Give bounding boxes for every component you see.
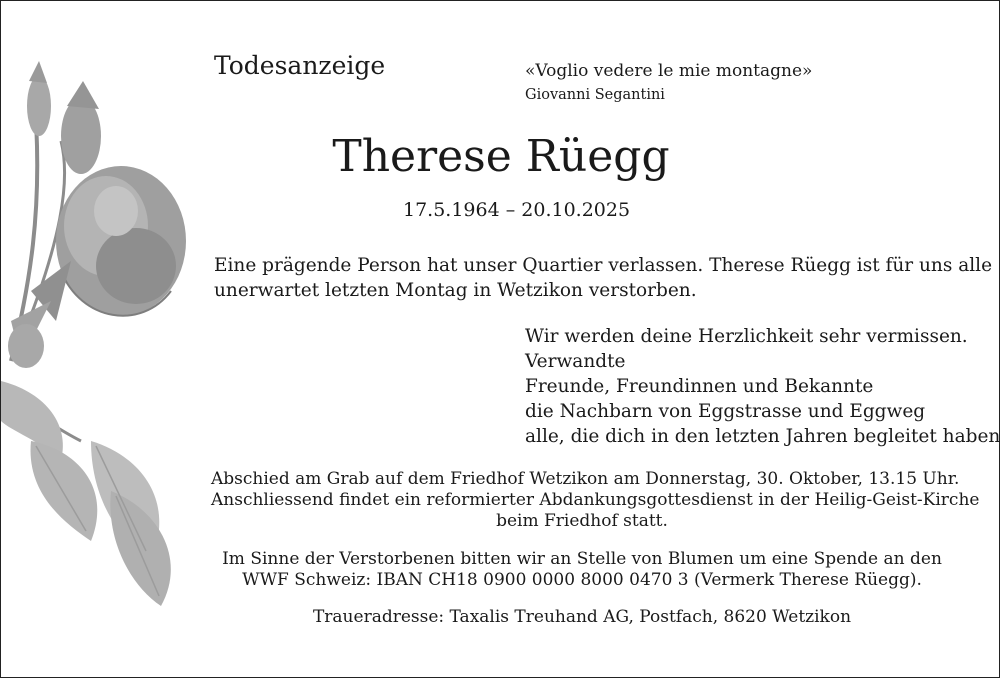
mourners-list <box>525 324 1000 449</box>
mourners-line: Verwandte <box>525 351 626 372</box>
quote-author: Giovanni Segantini <box>525 87 665 103</box>
deceased-name <box>1 131 1000 182</box>
mourners-line: die Nachbarn von Eggstrasse und Eggweg <box>525 401 926 422</box>
ceremony-line: beim Friedhof statt. <box>496 511 668 531</box>
ceremony-info <box>211 469 980 532</box>
life-dates: 17.5.1964 – 20.10.2025 <box>403 199 631 221</box>
ceremony-line: Abschied am Grab auf dem Friedhof Wetzikon am Donnerstag, 30. Oktober, 13.15 Uhr. <box>211 469 960 489</box>
intro-line: unerwartet letzten Montag in Wetzikon verstorben. <box>214 280 697 301</box>
quote: «Voglio vedere le mie montagne» <box>525 61 813 81</box>
intro-line: Eine prägende Person hat unser Quartier verlassen. Therese Rüegg ist für uns alle <box>214 255 993 276</box>
mourners-line: alle, die dich in den letzten Jahren begleitet haben <box>525 426 1000 447</box>
mourners-line: Wir werden deine Herzlichkeit sehr vermissen. <box>525 326 968 347</box>
notice-heading: Todesanzeige <box>214 51 386 80</box>
ceremony-line: Anschliessend findet ein reformierter Abdankungsgottesdienst in der Heilig-Geist-Kirche <box>211 490 980 510</box>
intro-text <box>214 253 992 303</box>
donation-info <box>211 549 953 591</box>
mourning-address: Traueradresse: Taxalis Treuhand AG, Postfach, 8620 Wetzikon <box>312 607 852 627</box>
deceased-name-text: Therese Rüegg <box>332 131 670 182</box>
donation-line: WWF Schweiz: IBAN CH18 0900 0000 8000 0470 3 (Vermerk Therese Rüegg). <box>242 570 922 590</box>
donation-line: Im Sinne der Verstorbenen bitten wir an Stelle von Blumen um eine Spende an den <box>222 549 942 569</box>
mourners-line: Freunde, Freundinnen und Bekannte <box>525 376 874 397</box>
